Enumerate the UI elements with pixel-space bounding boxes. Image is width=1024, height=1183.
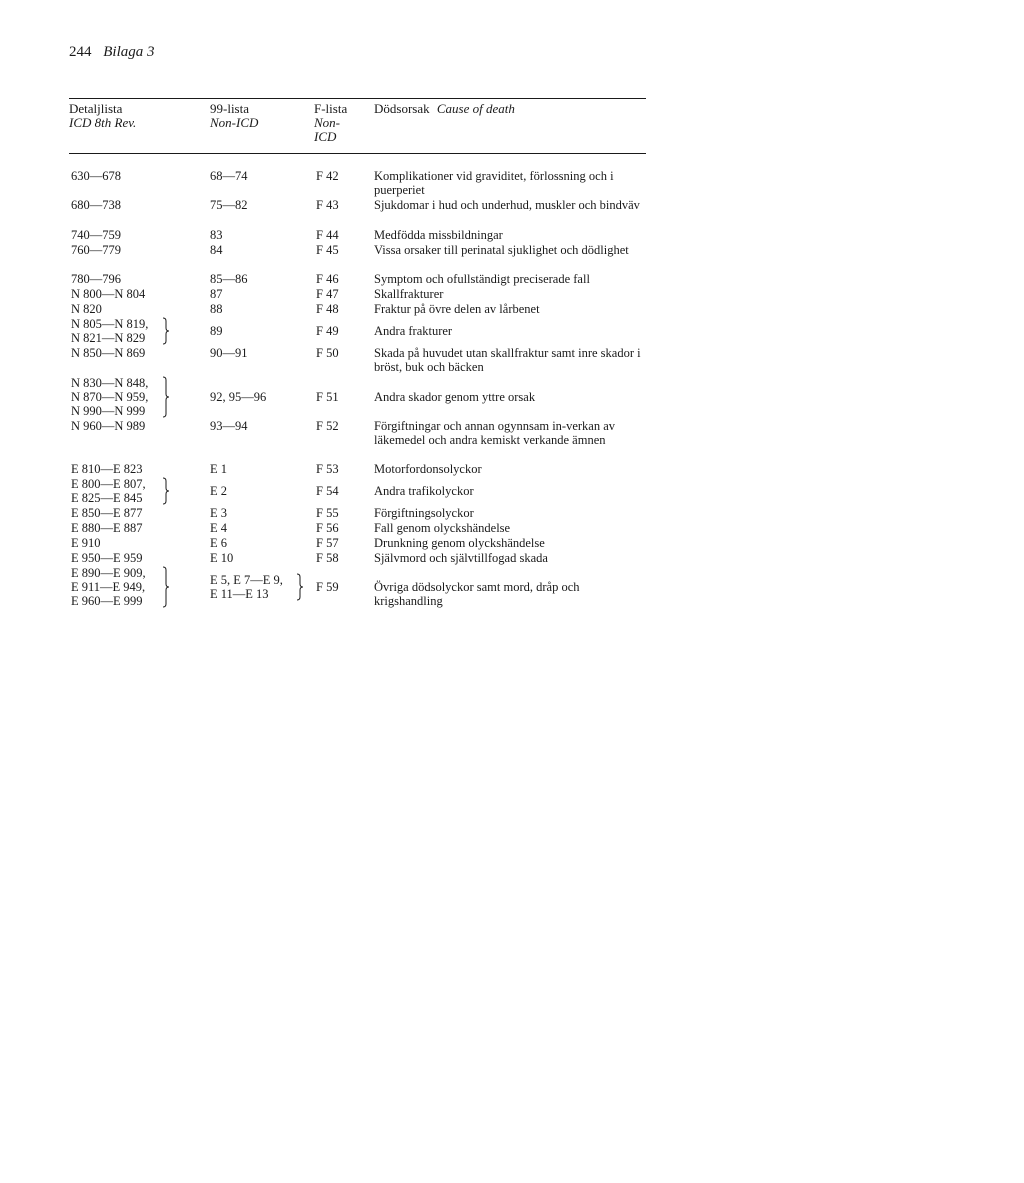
grouping-brace xyxy=(296,573,304,604)
cause-of-death: Andra skador genom yttre orsak xyxy=(374,390,536,404)
cause-of-death: Motorfordonsolyckor xyxy=(374,462,482,476)
detail-code-line: E 950—E 959 xyxy=(71,551,143,565)
f-list-code: F 57 xyxy=(316,536,339,550)
detail-code-line: E 880—E 887 xyxy=(71,521,143,535)
detail-code-line: E 825—E 845 xyxy=(71,491,143,505)
f-list-code: F 48 xyxy=(316,302,339,316)
cause-of-death: Symptom och ofullständigt preciserade fall xyxy=(374,272,590,286)
list99-code-line: 89 xyxy=(210,324,223,338)
detail-code-line: 760—779 xyxy=(71,243,121,257)
detail-code-line: 680—738 xyxy=(71,198,121,212)
list99-code xyxy=(210,287,223,301)
cause-of-death: Skallfrakturer xyxy=(374,287,444,301)
detail-code-line: E 910 xyxy=(71,536,101,550)
detail-code-line: N 960—N 989 xyxy=(71,419,146,433)
detail-code xyxy=(71,536,101,550)
list99-code-line: E 5, E 7—E 9, xyxy=(210,573,283,587)
list99-code-line: E 6 xyxy=(210,536,228,550)
list99-code-line: 92, 95—96 xyxy=(210,390,267,404)
detail-code xyxy=(71,243,121,257)
header-99-lista-line2: Non-ICD xyxy=(210,115,259,130)
detail-code xyxy=(71,169,121,183)
list99-code-line: 85—86 xyxy=(210,272,248,286)
f-list-code: F 44 xyxy=(316,228,339,242)
list99-code xyxy=(210,506,227,520)
list99-code-line: 68—74 xyxy=(210,169,248,183)
detail-code-line: E 890—E 909, xyxy=(71,566,146,580)
header-99-lista-line1: 99-lista xyxy=(210,101,249,116)
f-list-code: F 49 xyxy=(316,324,339,338)
cause-of-death: Fraktur på övre delen av lårbenet xyxy=(374,302,540,316)
f-list-code: F 50 xyxy=(316,346,339,360)
f-list-code: F 52 xyxy=(316,419,339,433)
list99-code xyxy=(210,462,227,476)
cause-of-death: Andra trafikolyckor xyxy=(374,484,474,498)
detail-code-line: E 911—E 949, xyxy=(71,580,146,594)
list99-code xyxy=(210,169,248,183)
detail-code xyxy=(71,198,121,212)
cause-of-death: Komplikationer vid graviditet, förlossning och i puerperiet xyxy=(374,169,614,197)
header-detaljlista-line2: ICD 8th Rev. xyxy=(69,115,137,130)
f-list-code: F 58 xyxy=(316,551,339,565)
cause-of-death: Medfödda missbildningar xyxy=(374,228,503,242)
detail-code-line: N 820 xyxy=(71,302,102,316)
grouping-brace xyxy=(162,566,170,611)
detail-code-line: N 805—N 819, xyxy=(71,317,149,331)
f-list-code: F 53 xyxy=(316,462,339,476)
detail-code-line: 780—796 xyxy=(71,272,121,286)
header-dodsorsak-roman: Dödsorsak xyxy=(374,101,430,116)
detail-code-line: E 960—E 999 xyxy=(71,594,143,608)
list99-code xyxy=(210,419,248,433)
cause-of-death: Fall genom olyckshändelse xyxy=(374,521,511,535)
detail-code-line: N 850—N 869 xyxy=(71,346,146,360)
list99-code xyxy=(210,536,227,550)
f-list-code: F 59 xyxy=(316,580,339,594)
list99-code-line: 90—91 xyxy=(210,346,248,360)
f-list-code: F 51 xyxy=(316,390,339,404)
detail-code-line: N 870—N 959, xyxy=(71,390,149,404)
header-f-lista-line1: F-lista xyxy=(314,101,348,116)
list99-code xyxy=(210,346,248,360)
detail-code xyxy=(71,287,145,301)
list99-code-line: E 11—E 13 xyxy=(210,587,269,601)
header-f-lista-line2: Non- xyxy=(314,115,340,130)
cause-of-death: Sjukdomar i hud och underhud, muskler och bindväv xyxy=(374,198,640,212)
detail-code xyxy=(71,566,146,608)
grouping-brace xyxy=(162,376,170,421)
detail-code xyxy=(71,506,143,520)
detail-code-line: N 800—N 804 xyxy=(71,287,146,301)
cause-of-death: Drunkning genom olyckshändelse xyxy=(374,536,545,550)
list99-code-line: E 4 xyxy=(210,521,228,535)
list99-code-line: 83 xyxy=(210,228,223,242)
list99-code xyxy=(210,573,283,601)
list99-code-line: E 10 xyxy=(210,551,234,565)
detail-code xyxy=(71,462,143,476)
cause-of-death: Självmord och självtillfogad skada xyxy=(374,551,548,565)
header-cause-of-death: Cause of death xyxy=(436,101,515,116)
detail-code xyxy=(71,419,145,433)
f-list-code: F 54 xyxy=(316,484,339,498)
cause-of-death: Förgiftningar och annan ogynnsam in-verkan av läkemedel och andra kemiskt verkande ämnen xyxy=(374,419,616,447)
detail-code-line: E 850—E 877 xyxy=(71,506,143,520)
page-number: 244 xyxy=(69,44,92,60)
section-title: Bilaga 3 xyxy=(103,44,155,60)
detail-code xyxy=(71,317,148,345)
detail-code xyxy=(71,376,148,418)
list99-code xyxy=(210,272,248,286)
f-list-code: F 43 xyxy=(316,198,339,212)
f-list-code: F 45 xyxy=(316,243,339,257)
list99-code-line: E 3 xyxy=(210,506,228,520)
list99-code-line: 88 xyxy=(210,302,223,316)
list99-code-line: E 1 xyxy=(210,462,228,476)
list99-code xyxy=(210,228,223,242)
list99-code-line: 87 xyxy=(210,287,223,301)
list99-code xyxy=(210,324,223,338)
list99-code xyxy=(210,390,266,404)
list99-code xyxy=(210,302,223,316)
list99-code xyxy=(210,551,233,565)
list99-code xyxy=(210,198,248,212)
detail-code xyxy=(71,477,146,505)
list99-code-line: 84 xyxy=(210,243,223,257)
f-list-code: F 55 xyxy=(316,506,339,520)
detail-code-line: N 990—N 999 xyxy=(71,404,146,418)
list99-code-line: E 2 xyxy=(210,484,228,498)
header-f-lista-line3: ICD xyxy=(314,129,337,144)
grouping-brace xyxy=(162,477,170,508)
grouping-brace xyxy=(162,317,170,348)
detail-code xyxy=(71,521,143,535)
f-list-code: F 56 xyxy=(316,521,339,535)
f-list-code: F 46 xyxy=(316,272,339,286)
list99-code xyxy=(210,243,223,257)
detail-code-line: N 830—N 848, xyxy=(71,376,149,390)
f-list-code: F 47 xyxy=(316,287,339,301)
detail-code xyxy=(71,346,145,360)
detail-code xyxy=(71,302,102,316)
cause-of-death: Övriga dödsolyckor samt mord, dråp och krigshandling xyxy=(374,580,580,608)
cause-of-death: Andra frakturer xyxy=(374,324,453,338)
list99-code-line: 93—94 xyxy=(210,419,248,433)
detail-code xyxy=(71,551,143,565)
detail-code-line: N 821—N 829 xyxy=(71,331,146,345)
cause-of-death: Vissa orsaker till perinatal sjuklighet och dödlighet xyxy=(374,243,629,257)
header-detaljlista-line1: Detaljlista xyxy=(69,101,123,116)
list99-code xyxy=(210,484,227,498)
detail-code-line: E 800—E 807, xyxy=(71,477,146,491)
list99-code xyxy=(210,521,227,535)
detail-code-line: 740—759 xyxy=(71,228,121,242)
detail-code-line: 630—678 xyxy=(71,169,121,183)
detail-code xyxy=(71,272,121,286)
f-list-code: F 42 xyxy=(316,169,339,183)
list99-code-line: 75—82 xyxy=(210,198,248,212)
detail-code xyxy=(71,228,121,242)
cause-of-death: Förgiftningsolyckor xyxy=(374,506,474,520)
cause-of-death: Skada på huvudet utan skallfraktur samt inre skador i bröst, buk och bäcken xyxy=(374,346,641,374)
detail-code-line: E 810—E 823 xyxy=(71,462,143,476)
